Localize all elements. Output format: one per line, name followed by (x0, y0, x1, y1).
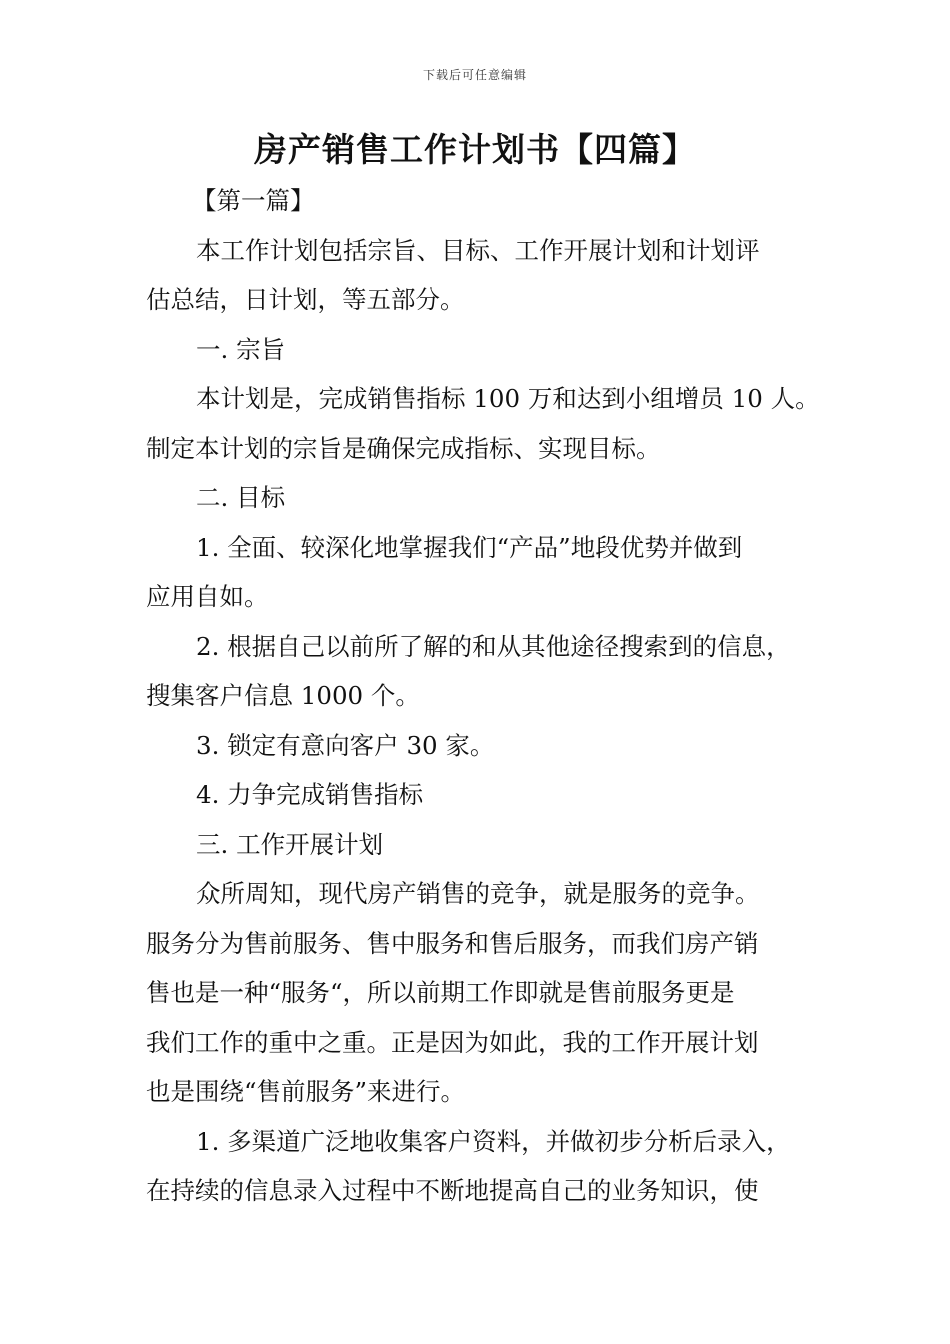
list-item-line: 搜集客户信息 1000 个。 (146, 681, 420, 710)
section-heading: 三. 工作开展计划 (196, 829, 384, 859)
section-heading: 二. 目标 (196, 483, 286, 512)
list-item-line: 2. 根据自己以前所了解的和从其他途径搜索到的信息， (196, 631, 791, 661)
section-label: 【第一篇】 (192, 186, 315, 215)
document-body (146, 176, 836, 1216)
list-item-line: 应用自如。 (146, 582, 269, 611)
paragraph-line: 本计划是，完成销售指标 100 万和达到小组增员 10 人。 (196, 384, 820, 413)
paragraph-line: 众所周知，现代房产销售的竞争，就是服务的竞争。 (196, 879, 760, 908)
paragraph-line: 本工作计划包括宗旨、目标、工作开展计划和计划评 (196, 235, 760, 265)
section-heading: 一. 宗旨 (196, 334, 286, 364)
list-item-line: 4. 力争完成销售指标 (196, 780, 424, 809)
document-title: 房产销售工作计划书【四篇】 (254, 130, 696, 169)
list-item-line: 在持续的信息录入过程中不断地提高自己的业务知识，使 (146, 1176, 759, 1205)
paragraph-line: 估总结，日计划，等五部分。 (146, 285, 465, 314)
list-item-line: 1. 多渠道广泛地收集客户资料，并做初步分析后录入， (196, 1126, 791, 1156)
paragraph-line: 售也是一种“服务“，所以前期工作即就是售前服务更是 (146, 978, 735, 1007)
paragraph-line: 制定本计划的宗旨是确保完成指标、实现目标。 (146, 433, 661, 463)
list-item-line: 3. 锁定有意向客户 30 家。 (196, 730, 495, 760)
list-item-line: 1. 全面、较深化地掌握我们“产品”地段优势并做到 (196, 532, 743, 562)
paragraph-line: 服务分为售前服务、售中服务和售后服务，而我们房产销 (146, 928, 759, 958)
header-note: 下载后可任意编辑 (422, 68, 527, 82)
paragraph-line: 我们工作的重中之重。正是因为如此，我的工作开展计划 (146, 1027, 759, 1057)
paragraph-line: 也是围绕“售前服务”来进行。 (146, 1077, 466, 1106)
